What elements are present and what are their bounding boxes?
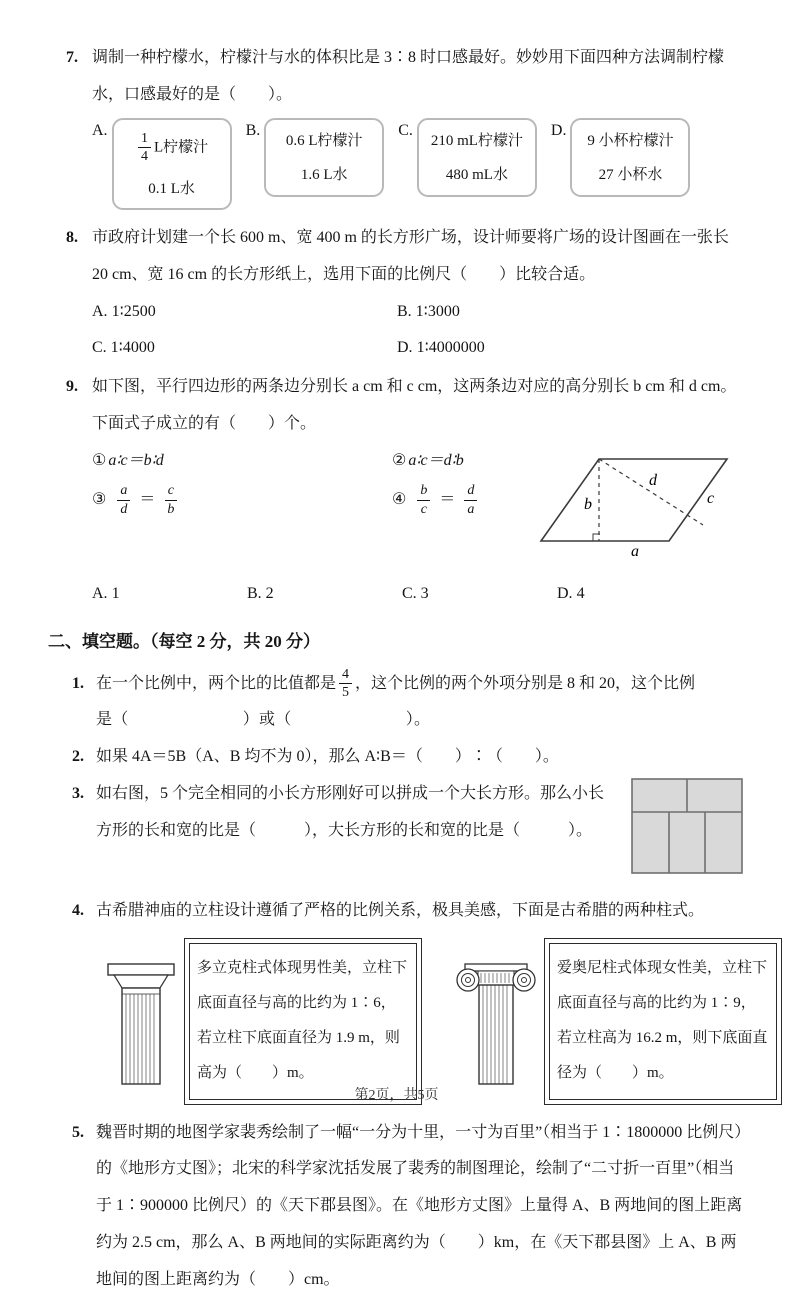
option-d-bottom: 27 小杯水 bbox=[598, 167, 663, 184]
figure-label-c: c bbox=[707, 489, 715, 507]
rectangles-figure bbox=[631, 778, 743, 889]
option-a: A. 1∶2500 bbox=[92, 302, 156, 320]
fraction-four-fifths: $\frac{4}{5}$ bbox=[339, 666, 352, 702]
doric-panel bbox=[102, 938, 422, 1105]
option-b: B. 1∶3000 bbox=[397, 302, 460, 320]
fill-question-3: 3. 如右图，5 个完全相同的小长方形刚好可以拼成一个大长方形。那么小长方形的长和宽的比是（ ），大长方形的长和宽的比是（ ）。 bbox=[72, 776, 743, 893]
column-panels bbox=[102, 938, 768, 1105]
doric-column-icon bbox=[102, 960, 180, 1086]
option-b-bottom: 1.6 L水 bbox=[300, 167, 348, 184]
question-7 bbox=[66, 40, 743, 220]
option-c-top: 210 mL柠檬汁 bbox=[430, 132, 523, 149]
question-9-formulas bbox=[92, 443, 531, 519]
question-8-options bbox=[92, 294, 743, 368]
option-a-top: $\frac{1}{4}$ L柠檬汁 bbox=[124, 130, 220, 166]
formula-1: ① a∶c＝b∶d bbox=[92, 451, 164, 469]
figure-label-a: a bbox=[631, 542, 639, 557]
choice-d: D. 4 bbox=[557, 584, 585, 602]
fraction-a-over-d: $\frac{a}{d}$ bbox=[117, 482, 130, 518]
fill-question-5: 5. 魏晋时期的地图学家裴秀绘制了一幅“一分为十里，一寸为百里”（相当于 1∶1800000 比例尺）的《地形方丈图》；北宋的科学家沈括发展了裴秀的制图理论，绘制了“二寸折一百里”（相当于 1∶900000 比例尺）的《天下郡县图》。在《地形方丈图》上量得 A、B 两地间的图上距离约为 2.5 cm，那么 A、B 两地间的实际距离约为（ ）km，在《天下郡县图》上 A、B 两地间的图上距离约为（ ）cm。 bbox=[72, 1115, 743, 1299]
question-9 bbox=[66, 369, 743, 612]
formula-3: ③ $\frac{a}{d}$ ＝ $\frac{c}{b}$ bbox=[92, 482, 392, 519]
fill-question-4: 4. 古希腊神庙的立柱设计遵循了严格的比例关系，极具美感，下面是古希腊的两种柱式。 多立克柱式体现男性美，立柱下底面直径与高的比约为 1∶6，若立柱下底面直径为 1.9 m，则高为（ ）m。 爱奥尼柱式体现女性美，立柱下底面直径与高的比约为 1∶9，若立柱高为 16.2 m，则下底面直径为（ ）m。 bbox=[72, 893, 743, 1115]
option-d-top: 9 小杯柠檬汁 bbox=[587, 132, 674, 149]
ionic-panel bbox=[452, 938, 782, 1105]
option-c-box bbox=[417, 118, 537, 197]
fraction-c-over-b: $\frac{c}{b}$ bbox=[164, 482, 177, 518]
option-d-label: D. bbox=[550, 121, 567, 139]
fraction-b-over-c: $\frac{b}{c}$ bbox=[417, 482, 430, 518]
fill-question-1-blanks: 是（ ）或（ ）。 bbox=[96, 711, 431, 729]
fill-question-4-intro: 古希腊神庙的立柱设计遵循了严格的比例关系，极具美感，下面是古希腊的两种柱式。 bbox=[96, 901, 705, 919]
choice-b: B. 2 bbox=[247, 584, 274, 602]
option-d-box bbox=[570, 118, 690, 197]
doric-note: 多立克柱式体现男性美，立柱下底面直径与高的比约为 1∶6，若立柱下底面直径为 1.9 m，则高为（ ）m。 bbox=[184, 938, 422, 1105]
option-b-label: B. bbox=[245, 121, 261, 139]
option-b-top: 0.6 L柠檬汁 bbox=[285, 132, 363, 149]
fill-question-1: 1. 在一个比例中，两个比的比值都是 $\frac{4}{5}$ ，这个比例的两个外项分别是 8 和 20，这个比例 是（ ）或（ ）。 bbox=[72, 666, 743, 740]
fraction-d-over-a: $\frac{d}{a}$ bbox=[464, 482, 477, 518]
option-c: C. 1∶4000 bbox=[92, 339, 155, 357]
option-a bbox=[92, 118, 232, 211]
question-8-stem: 市政府计划建一个长 600 m、宽 400 m 的长方形广场，设计师要将广场的设计图画在一张长 20 cm、宽 16 cm 的长方形纸上，选用下面的比例尺（ ）比较合适。 bbox=[92, 229, 729, 283]
fraction-one-fourth: $\frac{1}{4}$ bbox=[138, 130, 151, 166]
option-a-bottom: 0.1 L水 bbox=[148, 180, 195, 197]
figure-label-b: b bbox=[584, 495, 592, 513]
question-7-number: 7. bbox=[66, 49, 78, 66]
parallelogram-figure bbox=[531, 445, 743, 572]
question-9-number: 9. bbox=[66, 378, 78, 396]
section-2-title: 二、填空题。（每空 2 分，共 20 分） bbox=[48, 632, 320, 652]
fill-question-2-text: 如果 4A＝5B（A、B 均不为 0），那么 A∶B＝（ ）∶（ ）。 bbox=[96, 748, 559, 766]
fill-question-3-text: 如右图，5 个完全相同的小长方形刚好可以拼成一个大长方形。那么小长方形的长和宽的比是（ ），大长方形的长和宽的比是（ ）。 bbox=[96, 784, 605, 839]
option-d bbox=[551, 118, 691, 197]
option-c bbox=[398, 118, 537, 197]
option-a-box bbox=[112, 118, 232, 211]
option-a-label: A. bbox=[92, 121, 108, 139]
question-8-number: 8. bbox=[66, 229, 78, 247]
question-7-stem: 调制一种柠檬水，柠檬汁与水的体积比是 3∶8 时口感最好。妙妙用下面四种方法调制柠檬水，口感最好的是（ ）。 bbox=[92, 49, 725, 103]
fill-question-2: 2. 如果 4A＝5B（A、B 均不为 0），那么 A∶B＝（ ）∶（ ）。 bbox=[72, 739, 743, 776]
option-b-box bbox=[264, 118, 384, 197]
option-c-label: C. bbox=[398, 121, 413, 139]
question-8 bbox=[66, 220, 743, 369]
page-footer: 第2页，共5页 bbox=[354, 1088, 439, 1104]
question-9-choices bbox=[92, 576, 743, 613]
formula-2: ② a∶c＝d∶b bbox=[392, 451, 464, 469]
ionic-column-icon bbox=[452, 960, 540, 1086]
fill-question-1-text: 在一个比例中，两个比的比值都是 $\frac{4}{5}$ ，这个比例的两个外项分别是 8 和 20，这个比例 bbox=[96, 666, 696, 701]
option-c-bottom: 480 mL水 bbox=[445, 167, 508, 184]
formula-4: ④ $\frac{b}{c}$ ＝ $\frac{d}{a}$ bbox=[392, 482, 531, 519]
ionic-note: 爱奥尼柱式体现女性美，立柱下底面直径与高的比约为 1∶9，若立柱高为 16.2 m，则下底面直径为（ ）m。 bbox=[544, 938, 782, 1105]
choice-c: C. 3 bbox=[402, 584, 429, 602]
question-7-options bbox=[92, 118, 743, 211]
choice-a: A. 1 bbox=[92, 584, 120, 602]
option-d: D. 1∶4000000 bbox=[397, 339, 485, 357]
fill-question-5-text: 魏晋时期的地图学家裴秀绘制了一幅“一分为十里，一寸为百里”（相当于 1∶1800000 比例尺）的《地形方丈图》；北宋的科学家沈括发展了裴秀的制图理论，绘制了“二寸折一百里”（相当于 1∶900000 比例尺）的《天下郡县图》。在《地形方丈图》上量得 A、B 两地间的图上距离约为 2.5 cm，那么 A、B 两地间的实际距离约为（ ）km，在《天下郡县图》上 A、B 两地间的图上距离约为（ ）cm。 bbox=[96, 1123, 743, 1288]
question-9-stem: 如下图，平行四边形的两条边分别长 a cm 和 c cm，这两条边对应的高分别长 b cm 和 d cm。下面式子成立的有（ ）个。 bbox=[92, 378, 737, 433]
option-b bbox=[246, 118, 385, 197]
figure-label-d: d bbox=[649, 471, 657, 489]
